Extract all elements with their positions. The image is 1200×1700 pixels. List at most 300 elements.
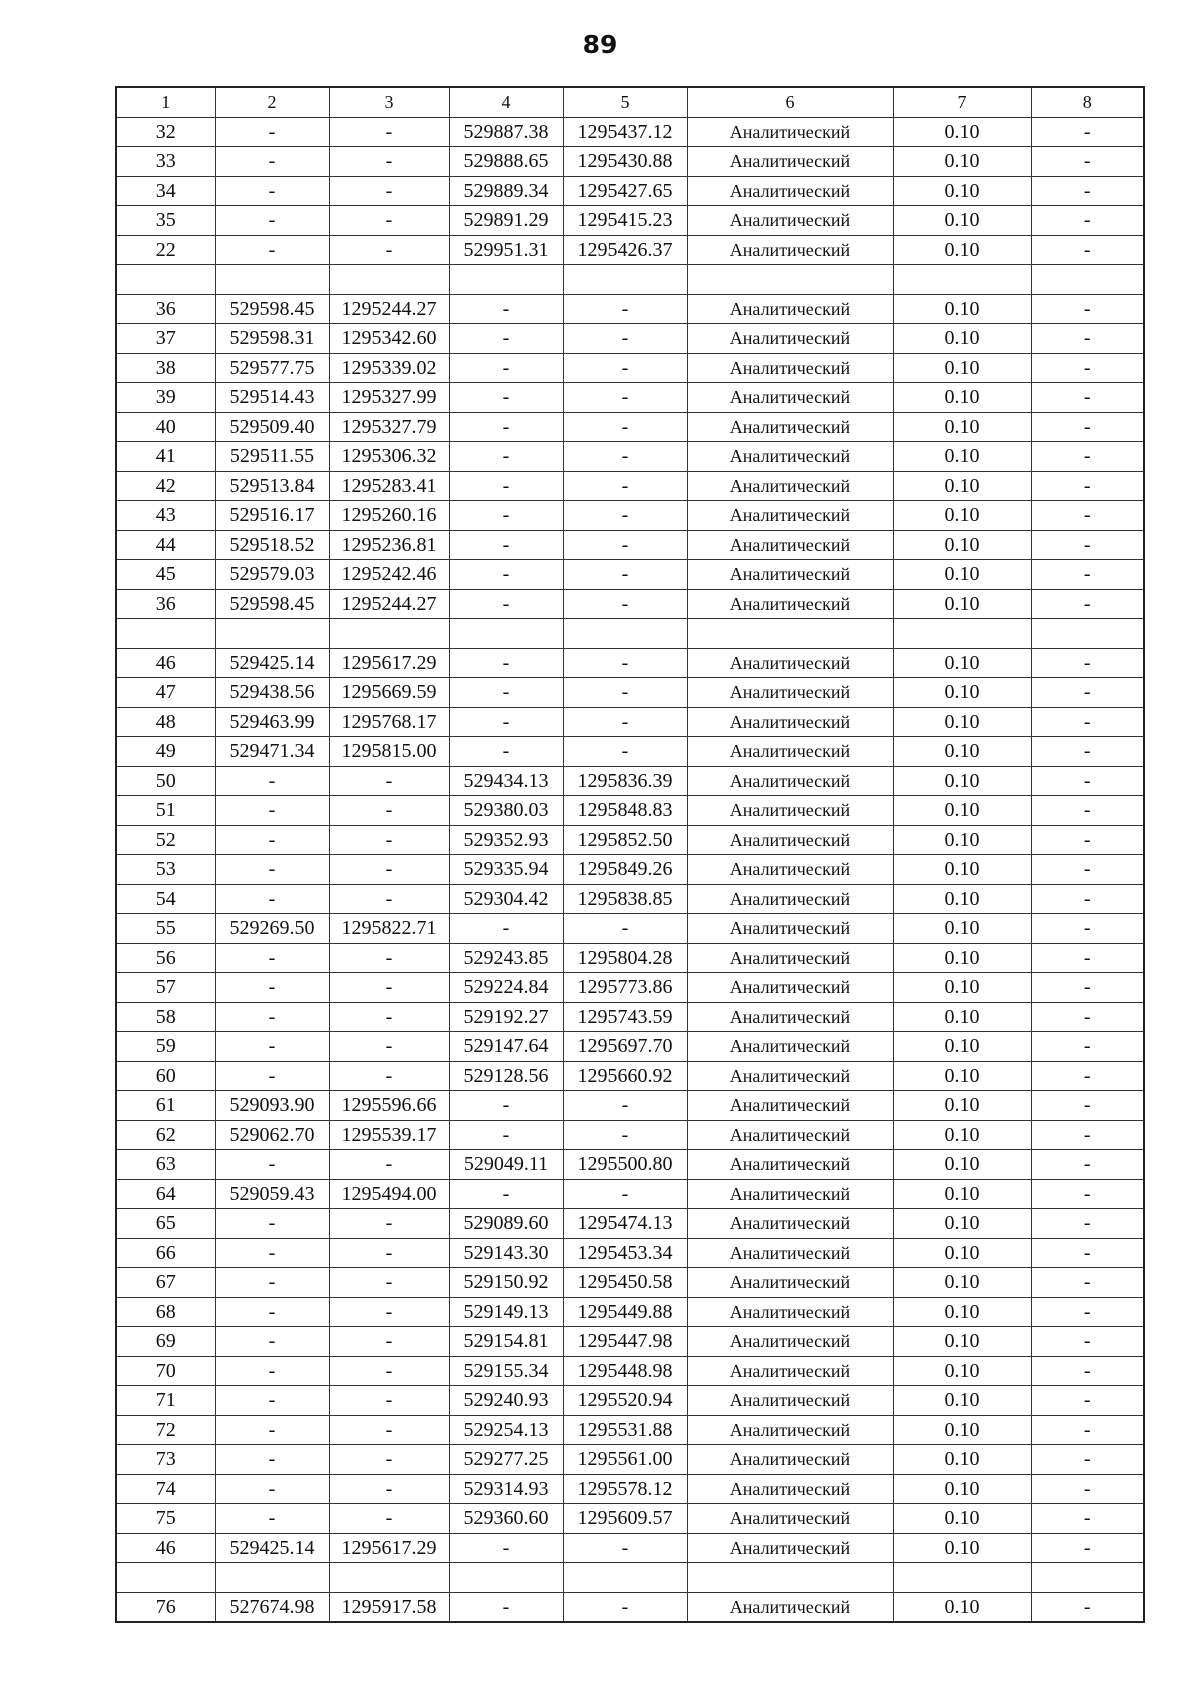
y-coord-alt-cell: 1295848.83	[563, 796, 687, 826]
table-row	[116, 884, 1144, 914]
accuracy-cell: 0.10	[893, 825, 1031, 855]
y-coord-cell: 1295306.32	[329, 442, 449, 472]
y-coord-cell: -	[329, 206, 449, 236]
y-coord-alt-cell: 1295804.28	[563, 943, 687, 973]
point-number-cell: 33	[116, 147, 215, 177]
x-coord-cell: 529093.90	[215, 1091, 329, 1121]
point-number-cell: 73	[116, 1445, 215, 1475]
y-coord-alt-cell: 1295838.85	[563, 884, 687, 914]
point-number-cell: 48	[116, 707, 215, 737]
accuracy-cell: 0.10	[893, 560, 1031, 590]
x-coord-alt-cell: 529154.81	[449, 1327, 563, 1357]
x-coord-cell: -	[215, 1445, 329, 1475]
accuracy-cell: 0.10	[893, 1504, 1031, 1534]
method-cell: Аналитический	[687, 914, 893, 944]
x-coord-alt-cell: -	[449, 501, 563, 531]
accuracy-cell: 0.10	[893, 501, 1031, 531]
note-cell: -	[1031, 1150, 1144, 1180]
method-cell: Аналитический	[687, 1445, 893, 1475]
table-row	[116, 1091, 1144, 1121]
y-coord-cell: -	[329, 1268, 449, 1298]
column-header: 4	[449, 87, 563, 117]
y-coord-cell: 1295242.46	[329, 560, 449, 590]
table-row	[116, 1120, 1144, 1150]
point-number-cell: 68	[116, 1297, 215, 1327]
accuracy-cell: 0.10	[893, 1238, 1031, 1268]
point-number-cell: 42	[116, 471, 215, 501]
note-cell: -	[1031, 1327, 1144, 1357]
y-coord-cell: -	[329, 1061, 449, 1091]
table-row	[116, 501, 1144, 531]
y-coord-cell	[329, 619, 449, 649]
method-cell: Аналитический	[687, 1327, 893, 1357]
x-coord-cell	[215, 1563, 329, 1593]
point-number-cell: 35	[116, 206, 215, 236]
method-cell	[687, 619, 893, 649]
x-coord-cell: -	[215, 1415, 329, 1445]
method-cell: Аналитический	[687, 383, 893, 413]
y-coord-alt-cell: -	[563, 383, 687, 413]
x-coord-cell: -	[215, 235, 329, 265]
point-number-cell: 34	[116, 176, 215, 206]
point-number-cell: 74	[116, 1474, 215, 1504]
table-row	[116, 707, 1144, 737]
y-coord-alt-cell: -	[563, 324, 687, 354]
accuracy-cell: 0.10	[893, 1002, 1031, 1032]
y-coord-alt-cell: -	[563, 412, 687, 442]
point-number-cell: 56	[116, 943, 215, 973]
separator-row	[116, 619, 1144, 649]
x-coord-alt-cell: 529149.13	[449, 1297, 563, 1327]
y-coord-cell: 1295596.66	[329, 1091, 449, 1121]
y-coord-cell: -	[329, 147, 449, 177]
accuracy-cell	[893, 265, 1031, 295]
table-row	[116, 294, 1144, 324]
method-cell: Аналитический	[687, 884, 893, 914]
table-row	[116, 589, 1144, 619]
x-coord-alt-cell: 529155.34	[449, 1356, 563, 1386]
table-row	[116, 353, 1144, 383]
x-coord-cell: -	[215, 1150, 329, 1180]
method-cell: Аналитический	[687, 1150, 893, 1180]
y-coord-cell: 1295244.27	[329, 589, 449, 619]
table-row	[116, 383, 1144, 413]
y-coord-cell: 1295669.59	[329, 678, 449, 708]
note-cell: -	[1031, 471, 1144, 501]
point-number-cell: 55	[116, 914, 215, 944]
y-coord-cell: -	[329, 1032, 449, 1062]
method-cell: Аналитический	[687, 1091, 893, 1121]
x-coord-alt-cell: -	[449, 1091, 563, 1121]
x-coord-cell: 529516.17	[215, 501, 329, 531]
accuracy-cell: 0.10	[893, 1120, 1031, 1150]
x-coord-cell: -	[215, 1002, 329, 1032]
y-coord-alt-cell: 1295453.34	[563, 1238, 687, 1268]
point-number-cell: 41	[116, 442, 215, 472]
x-coord-alt-cell: -	[449, 1592, 563, 1622]
y-coord-alt-cell: 1295427.65	[563, 176, 687, 206]
y-coord-alt-cell: -	[563, 678, 687, 708]
accuracy-cell: 0.10	[893, 294, 1031, 324]
y-coord-alt-cell: -	[563, 914, 687, 944]
x-coord-alt-cell: -	[449, 678, 563, 708]
x-coord-cell: -	[215, 1032, 329, 1062]
table-row	[116, 1061, 1144, 1091]
accuracy-cell: 0.10	[893, 1386, 1031, 1416]
note-cell	[1031, 619, 1144, 649]
y-coord-cell: -	[329, 1238, 449, 1268]
x-coord-alt-cell: -	[449, 383, 563, 413]
x-coord-cell: 529425.14	[215, 648, 329, 678]
note-cell: -	[1031, 560, 1144, 590]
x-coord-alt-cell: 529887.38	[449, 117, 563, 147]
y-coord-alt-cell: -	[563, 353, 687, 383]
x-coord-cell: -	[215, 1061, 329, 1091]
x-coord-alt-cell: -	[449, 648, 563, 678]
accuracy-cell: 0.10	[893, 471, 1031, 501]
x-coord-cell	[215, 265, 329, 295]
note-cell: -	[1031, 1592, 1144, 1622]
y-coord-alt-cell: 1295437.12	[563, 117, 687, 147]
accuracy-cell: 0.10	[893, 1474, 1031, 1504]
x-coord-alt-cell: 529951.31	[449, 235, 563, 265]
accuracy-cell: 0.10	[893, 796, 1031, 826]
table-row	[116, 678, 1144, 708]
table-row	[116, 1150, 1144, 1180]
x-coord-cell: -	[215, 1386, 329, 1416]
y-coord-alt-cell: -	[563, 1120, 687, 1150]
method-cell: Аналитический	[687, 117, 893, 147]
x-coord-cell: 529598.45	[215, 294, 329, 324]
y-coord-cell: 1295339.02	[329, 353, 449, 383]
note-cell: -	[1031, 1356, 1144, 1386]
y-coord-alt-cell: 1295447.98	[563, 1327, 687, 1357]
y-coord-alt-cell: -	[563, 530, 687, 560]
y-coord-alt-cell: -	[563, 294, 687, 324]
accuracy-cell: 0.10	[893, 766, 1031, 796]
table-row	[116, 1386, 1144, 1416]
note-cell: -	[1031, 1061, 1144, 1091]
point-number-cell: 43	[116, 501, 215, 531]
accuracy-cell: 0.10	[893, 855, 1031, 885]
note-cell: -	[1031, 914, 1144, 944]
x-coord-alt-cell: 529314.93	[449, 1474, 563, 1504]
point-number-cell: 69	[116, 1327, 215, 1357]
method-cell: Аналитический	[687, 1592, 893, 1622]
method-cell: Аналитический	[687, 176, 893, 206]
note-cell	[1031, 265, 1144, 295]
point-number-cell: 36	[116, 589, 215, 619]
point-number-cell: 39	[116, 383, 215, 413]
table-row	[116, 1327, 1144, 1357]
y-coord-cell: 1295815.00	[329, 737, 449, 767]
table-row	[116, 1474, 1144, 1504]
accuracy-cell: 0.10	[893, 648, 1031, 678]
note-cell: -	[1031, 235, 1144, 265]
note-cell: -	[1031, 737, 1144, 767]
accuracy-cell: 0.10	[893, 324, 1031, 354]
table-row	[116, 1238, 1144, 1268]
x-coord-alt-cell: -	[449, 1120, 563, 1150]
note-cell: -	[1031, 206, 1144, 236]
method-cell: Аналитический	[687, 1032, 893, 1062]
method-cell: Аналитический	[687, 737, 893, 767]
y-coord-cell: -	[329, 1002, 449, 1032]
method-cell: Аналитический	[687, 1061, 893, 1091]
method-cell: Аналитический	[687, 1504, 893, 1534]
y-coord-alt-cell: -	[563, 1179, 687, 1209]
x-coord-alt-cell: -	[449, 737, 563, 767]
method-cell: Аналитический	[687, 973, 893, 1003]
table-row	[116, 1002, 1144, 1032]
x-coord-cell: 529425.14	[215, 1533, 329, 1563]
x-coord-alt-cell: -	[449, 530, 563, 560]
y-coord-cell: 1295539.17	[329, 1120, 449, 1150]
x-coord-alt-cell: 529889.34	[449, 176, 563, 206]
x-coord-alt-cell: 529304.42	[449, 884, 563, 914]
x-coord-alt-cell: 529192.27	[449, 1002, 563, 1032]
x-coord-alt-cell: -	[449, 589, 563, 619]
method-cell: Аналитический	[687, 796, 893, 826]
point-number-cell: 37	[116, 324, 215, 354]
method-cell: Аналитический	[687, 353, 893, 383]
point-number-cell: 64	[116, 1179, 215, 1209]
table-row	[116, 442, 1144, 472]
method-cell: Аналитический	[687, 943, 893, 973]
note-cell: -	[1031, 530, 1144, 560]
accuracy-cell: 0.10	[893, 1032, 1031, 1062]
point-number-cell: 22	[116, 235, 215, 265]
x-coord-alt-cell: -	[449, 412, 563, 442]
column-header: 1	[116, 87, 215, 117]
x-coord-alt-cell: -	[449, 353, 563, 383]
accuracy-cell: 0.10	[893, 412, 1031, 442]
accuracy-cell: 0.10	[893, 147, 1031, 177]
table-row	[116, 914, 1144, 944]
y-coord-alt-cell: 1295474.13	[563, 1209, 687, 1239]
note-cell: -	[1031, 1268, 1144, 1298]
y-coord-alt-cell: -	[563, 648, 687, 678]
table-row	[116, 235, 1144, 265]
x-coord-cell: 529463.99	[215, 707, 329, 737]
note-cell: -	[1031, 353, 1144, 383]
accuracy-cell	[893, 619, 1031, 649]
y-coord-cell: 1295244.27	[329, 294, 449, 324]
accuracy-cell: 0.10	[893, 353, 1031, 383]
accuracy-cell: 0.10	[893, 884, 1031, 914]
point-number-cell: 51	[116, 796, 215, 826]
accuracy-cell: 0.10	[893, 383, 1031, 413]
y-coord-alt-cell: 1295448.98	[563, 1356, 687, 1386]
table-row	[116, 530, 1144, 560]
note-cell: -	[1031, 117, 1144, 147]
x-coord-cell: 529509.40	[215, 412, 329, 442]
y-coord-alt-cell: 1295561.00	[563, 1445, 687, 1475]
accuracy-cell: 0.10	[893, 737, 1031, 767]
x-coord-cell: 529513.84	[215, 471, 329, 501]
point-number-cell: 63	[116, 1150, 215, 1180]
method-cell: Аналитический	[687, 1386, 893, 1416]
note-cell: -	[1031, 678, 1144, 708]
y-coord-alt-cell	[563, 1563, 687, 1593]
x-coord-cell: -	[215, 147, 329, 177]
x-coord-alt-cell: 529150.92	[449, 1268, 563, 1298]
method-cell: Аналитический	[687, 1179, 893, 1209]
note-cell: -	[1031, 589, 1144, 619]
accuracy-cell: 0.10	[893, 1150, 1031, 1180]
point-number-cell: 66	[116, 1238, 215, 1268]
accuracy-cell: 0.10	[893, 1445, 1031, 1475]
x-coord-cell: -	[215, 117, 329, 147]
y-coord-cell: 1295283.41	[329, 471, 449, 501]
y-coord-cell: 1295236.81	[329, 530, 449, 560]
y-coord-cell: -	[329, 766, 449, 796]
point-number-cell: 71	[116, 1386, 215, 1416]
note-cell: -	[1031, 973, 1144, 1003]
column-header: 5	[563, 87, 687, 117]
accuracy-cell: 0.10	[893, 1356, 1031, 1386]
accuracy-cell: 0.10	[893, 1533, 1031, 1563]
note-cell: -	[1031, 501, 1144, 531]
table-row	[116, 1356, 1144, 1386]
point-number-cell: 53	[116, 855, 215, 885]
x-coord-cell: 529062.70	[215, 1120, 329, 1150]
y-coord-alt-cell: 1295449.88	[563, 1297, 687, 1327]
point-number-cell: 61	[116, 1091, 215, 1121]
table-row	[116, 412, 1144, 442]
y-coord-alt-cell: 1295531.88	[563, 1415, 687, 1445]
separator-row	[116, 265, 1144, 295]
x-coord-cell: -	[215, 973, 329, 1003]
y-coord-alt-cell: 1295849.26	[563, 855, 687, 885]
note-cell	[1031, 1563, 1144, 1593]
note-cell: -	[1031, 1445, 1144, 1475]
coordinates-table	[115, 86, 1145, 1623]
note-cell: -	[1031, 1504, 1144, 1534]
method-cell: Аналитический	[687, 501, 893, 531]
note-cell: -	[1031, 1120, 1144, 1150]
note-cell: -	[1031, 1474, 1144, 1504]
point-number-cell: 32	[116, 117, 215, 147]
x-coord-cell: -	[215, 943, 329, 973]
note-cell: -	[1031, 176, 1144, 206]
x-coord-alt-cell: -	[449, 560, 563, 590]
y-coord-alt-cell: 1295500.80	[563, 1150, 687, 1180]
y-coord-cell: -	[329, 1474, 449, 1504]
y-coord-cell: -	[329, 884, 449, 914]
y-coord-alt-cell: -	[563, 501, 687, 531]
x-coord-alt-cell: 529147.64	[449, 1032, 563, 1062]
table-row	[116, 471, 1144, 501]
table-row	[116, 560, 1144, 590]
y-coord-alt-cell: 1295836.39	[563, 766, 687, 796]
y-coord-alt-cell: 1295415.23	[563, 206, 687, 236]
x-coord-cell: -	[215, 206, 329, 236]
point-number-cell: 36	[116, 294, 215, 324]
x-coord-cell: 529269.50	[215, 914, 329, 944]
note-cell: -	[1031, 324, 1144, 354]
y-coord-alt-cell: -	[563, 589, 687, 619]
accuracy-cell: 0.10	[893, 117, 1031, 147]
accuracy-cell: 0.10	[893, 707, 1031, 737]
point-number-cell: 67	[116, 1268, 215, 1298]
x-coord-cell: -	[215, 1297, 329, 1327]
accuracy-cell: 0.10	[893, 176, 1031, 206]
y-coord-cell: -	[329, 176, 449, 206]
accuracy-cell: 0.10	[893, 1091, 1031, 1121]
x-coord-cell: 529511.55	[215, 442, 329, 472]
y-coord-alt-cell: -	[563, 1091, 687, 1121]
x-coord-cell: -	[215, 1238, 329, 1268]
table-row	[116, 825, 1144, 855]
note-cell: -	[1031, 412, 1144, 442]
method-cell: Аналитический	[687, 530, 893, 560]
note-cell: -	[1031, 796, 1144, 826]
x-coord-alt-cell: 529224.84	[449, 973, 563, 1003]
x-coord-alt-cell: 529380.03	[449, 796, 563, 826]
point-number-cell: 49	[116, 737, 215, 767]
point-number-cell: 38	[116, 353, 215, 383]
method-cell: Аналитический	[687, 294, 893, 324]
y-coord-alt-cell: 1295578.12	[563, 1474, 687, 1504]
note-cell: -	[1031, 884, 1144, 914]
accuracy-cell: 0.10	[893, 914, 1031, 944]
method-cell: Аналитический	[687, 442, 893, 472]
point-number-cell: 62	[116, 1120, 215, 1150]
y-coord-alt-cell: -	[563, 707, 687, 737]
accuracy-cell: 0.10	[893, 678, 1031, 708]
method-cell: Аналитический	[687, 1297, 893, 1327]
x-coord-cell: 529598.45	[215, 589, 329, 619]
y-coord-cell: -	[329, 943, 449, 973]
x-coord-alt-cell	[449, 619, 563, 649]
table-row	[116, 117, 1144, 147]
y-coord-cell: -	[329, 1415, 449, 1445]
point-number-cell: 54	[116, 884, 215, 914]
point-number-cell: 52	[116, 825, 215, 855]
x-coord-alt-cell: 529089.60	[449, 1209, 563, 1239]
x-coord-cell: 527674.98	[215, 1592, 329, 1622]
method-cell: Аналитический	[687, 235, 893, 265]
method-cell: Аналитический	[687, 1238, 893, 1268]
y-coord-cell: -	[329, 1356, 449, 1386]
table-row	[116, 766, 1144, 796]
y-coord-cell: -	[329, 235, 449, 265]
x-coord-cell: -	[215, 1209, 329, 1239]
note-cell: -	[1031, 943, 1144, 973]
y-coord-cell	[329, 265, 449, 295]
y-coord-alt-cell: -	[563, 442, 687, 472]
note-cell: -	[1031, 707, 1144, 737]
y-coord-cell: 1295768.17	[329, 707, 449, 737]
point-number-cell	[116, 619, 215, 649]
x-coord-cell: -	[215, 1356, 329, 1386]
accuracy-cell: 0.10	[893, 442, 1031, 472]
y-coord-alt-cell	[563, 619, 687, 649]
note-cell: -	[1031, 1533, 1144, 1563]
note-cell: -	[1031, 1091, 1144, 1121]
column-header: 3	[329, 87, 449, 117]
x-coord-alt-cell: 529335.94	[449, 855, 563, 885]
method-cell: Аналитический	[687, 324, 893, 354]
note-cell: -	[1031, 1209, 1144, 1239]
x-coord-alt-cell: 529888.65	[449, 147, 563, 177]
point-number-cell: 75	[116, 1504, 215, 1534]
method-cell: Аналитический	[687, 1209, 893, 1239]
column-header: 2	[215, 87, 329, 117]
note-cell: -	[1031, 1297, 1144, 1327]
y-coord-cell: -	[329, 1327, 449, 1357]
